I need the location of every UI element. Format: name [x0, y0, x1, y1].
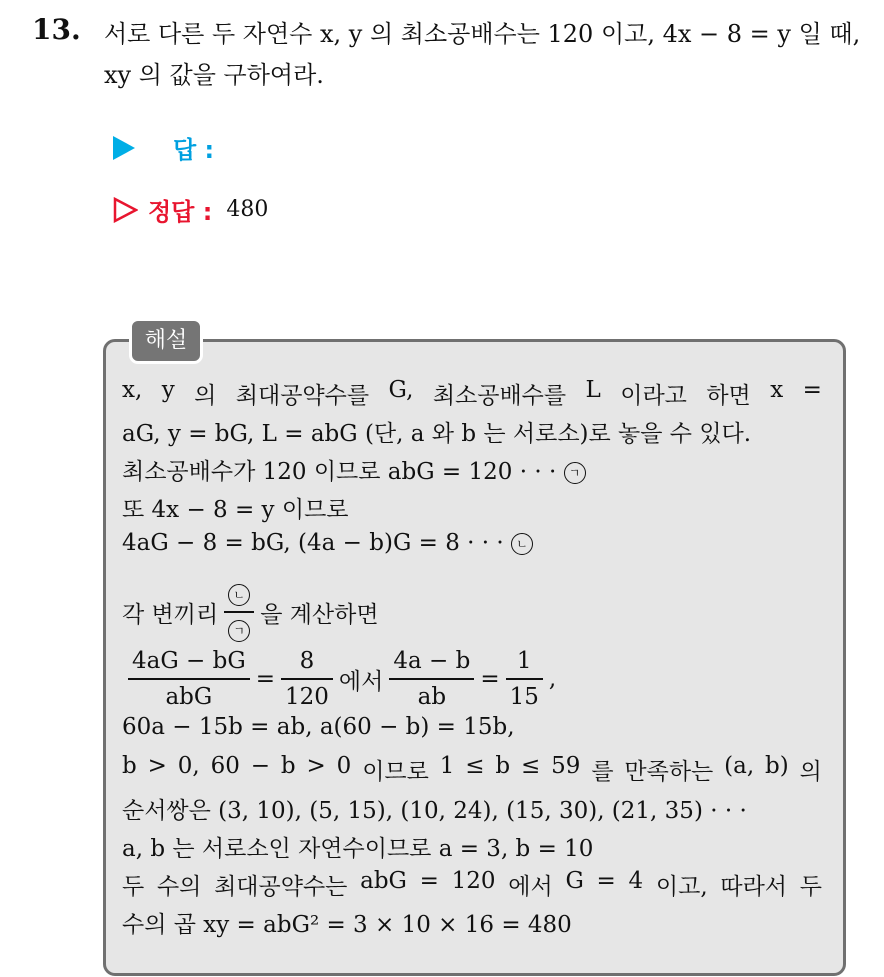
solution-line-8: 60a − 15b = ab, a(60 − b) = 15b, [122, 714, 515, 740]
solution-line-3-text: 최소공배수가 120 이므로 abG = 120 · · · [122, 459, 557, 485]
fraction-numerator: 8 [299, 648, 315, 674]
fraction-denominator: abG [165, 684, 213, 710]
solution-title: 해설 [129, 318, 203, 364]
marker-fraction [224, 577, 254, 647]
correct-answer-row [113, 192, 268, 227]
answer-label: 답 : [173, 136, 215, 164]
solution-line-12-word: 에서 [508, 874, 553, 900]
solution-line-9-word: b [280, 753, 296, 779]
solution-line-1-word: L [585, 377, 601, 403]
solution-line-12-word: 4 [628, 868, 644, 894]
solution-line-12 [122, 868, 822, 901]
solution-line-1-word: x, [122, 377, 143, 403]
solution-line-9-word: > [147, 753, 167, 779]
circled-marker: ㄴ [511, 533, 533, 555]
solution-line-9-word: 59 [551, 753, 581, 779]
solution-line-12-word: 두 [122, 874, 145, 900]
fraction [506, 644, 543, 714]
solution-line-12-word: G [565, 868, 584, 894]
solution-line-9-word: b) [765, 753, 789, 779]
solution-line-6-prefix: 각 변끼리 [122, 601, 219, 628]
solution-line-6-suffix: 을 계산하면 [260, 601, 379, 628]
solution-line-1 [122, 377, 822, 410]
play-triangle-icon [113, 136, 135, 160]
fraction-denominator: 120 [285, 684, 329, 710]
fraction-denominator: 15 [509, 684, 539, 710]
solution-line-9-word: 60 [210, 753, 240, 779]
question-text-line-1: 서로 다른 두 자연수 x, y 의 최소공배수는 120 이고, 4x − 8 = y 일 때, [104, 20, 861, 48]
solution-line-12-word: = [596, 868, 616, 894]
solution-line-9-word: − [250, 753, 271, 779]
solution-line-1-word: x [770, 377, 784, 403]
equals-sign: = [480, 666, 500, 692]
solution-line-12-word: 따라서 [720, 874, 788, 900]
solution-line-9-word: 0, [177, 753, 200, 779]
solution-line-12-word: 이고, [655, 874, 708, 900]
solution-line-5 [122, 530, 533, 556]
question-number: 13. [32, 13, 81, 46]
solution-line-9-word: > [306, 753, 326, 779]
solution-line-1-word: = [802, 377, 822, 403]
circled-marker: ㄴ [228, 584, 250, 606]
solution-line-1-word: y [161, 377, 175, 403]
circled-marker: ㄱ [228, 620, 250, 642]
solution-line-2: aG, y = bG, L = abG (단, a 와 b 는 서로소)로 놓을 수 있다. [122, 421, 752, 447]
solution-line-9-word: ≤ [521, 753, 541, 779]
solution-line-3 [122, 453, 586, 486]
solution-line-9-word: 만족하는 [624, 759, 714, 785]
circled-marker: ㄱ [564, 462, 586, 484]
solution-line-9-word: (a, [724, 753, 755, 779]
solution-line-12-word: 두 [799, 874, 822, 900]
fraction-numerator: 1 [516, 648, 532, 674]
fraction [281, 644, 333, 714]
solution-line-9-word: 이므로 [362, 759, 429, 785]
solution-line-13: 수의 곱 xy = abG² = 3 × 10 × 16 = 480 [122, 912, 572, 938]
solution-line-9-word: 0 [336, 753, 352, 779]
question-text-line-2: xy 의 값을 구하여라. [104, 61, 324, 89]
answer-input-row[interactable] [113, 130, 214, 165]
fraction [389, 644, 474, 714]
outline-triangle-icon [113, 197, 138, 223]
solution-line-5-text: 4aG − 8 = bG, (4a − b)G = 8 · · · [122, 530, 504, 556]
solution-line-1-word: 의 [194, 383, 217, 409]
solution-line-7-end: , [548, 666, 557, 692]
fraction-numerator [224, 577, 254, 611]
solution-line-7-mid: 에서 [338, 668, 384, 695]
correct-answer-label: 정답 : [148, 198, 213, 226]
solution-line-9-word: 를 [591, 759, 614, 785]
solution-line-10: 순서쌍은 (3, 10), (5, 15), (10, 24), (15, 30), (21, 35) · · · [122, 798, 747, 824]
solution-line-12-word: 120 [451, 868, 496, 894]
fraction-numerator: 4a − b [393, 648, 471, 674]
fraction-numerator: 4aG − bG [132, 648, 246, 674]
solution-line-9-word: b [495, 753, 511, 779]
solution-line-7 [122, 644, 556, 714]
equals-sign: = [255, 666, 275, 692]
solution-line-1-word: 하면 [706, 383, 751, 409]
solution-line-9-word: ≤ [465, 753, 485, 779]
solution-line-1-word: 이라고 [620, 383, 687, 409]
fraction [128, 644, 250, 714]
solution-line-11: a, b 는 서로소인 자연수이므로 a = 3, b = 10 [122, 836, 594, 862]
solution-line-12-word: 최대공약수는 [214, 874, 348, 900]
solution-line-12-word: = [419, 868, 439, 894]
solution-line-1-word: 최대공약수를 [235, 383, 370, 409]
correct-answer-value: 480 [226, 197, 269, 222]
solution-line-9-word: b [122, 753, 137, 779]
solution-line-4: 또 4x − 8 = y 이므로 [122, 497, 349, 523]
solution-line-1-word: 최소공배수를 [432, 383, 567, 409]
solution-line-12-word: 수의 [156, 874, 202, 900]
solution-line-1-word: G, [388, 377, 414, 403]
fraction-denominator [224, 613, 254, 647]
fraction-denominator: ab [417, 684, 447, 710]
solution-line-12-word: abG [360, 868, 407, 894]
solution-line-6 [122, 577, 379, 647]
solution-line-9-word: 1 [439, 753, 455, 779]
solution-line-9-word: 의 [799, 759, 822, 785]
solution-line-9 [122, 753, 822, 786]
